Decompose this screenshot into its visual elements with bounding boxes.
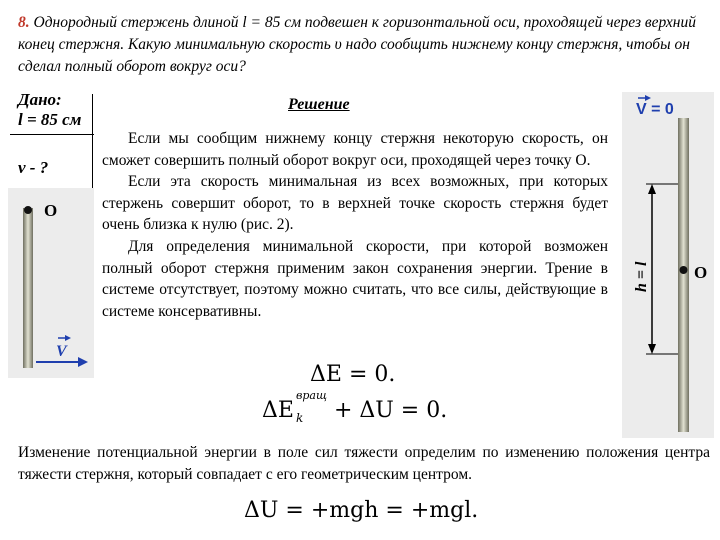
given-value: l = 85 см <box>18 110 82 129</box>
given-find: v - ? <box>18 158 49 177</box>
solution-paragraph: Если мы сообщим нижнему концу стержня некоторую скорость, он сможет совершить полный оборот вокруг оси, проходящей через точку О. <box>102 130 608 169</box>
solution-paragraph: Для определения минимальной скорости, при которой возможен полный оборот стержня применим закон сохранения энергии. Трение в системе отсутствует, поэтому можно считать, что все силы, действующие в системе консервативны. <box>102 237 608 320</box>
formula-potential-change: ΔU = +mgh = +mgl. <box>244 498 479 523</box>
rod <box>678 118 689 432</box>
formula-rhs: + ΔU = 0. <box>333 398 448 423</box>
velocity-label: V <box>56 343 67 360</box>
given-label: Дано: <box>18 90 62 109</box>
formula-kinetic-potential <box>262 389 448 425</box>
formula-energy-conservation: ΔE = 0. <box>310 362 396 387</box>
velocity-zero-label: V = 0 <box>636 101 674 118</box>
solution-paragraph: Если эта скорость минимальная из всех возможных, при которых стержень совершит оборот, то в верхней точке скорость стержня будет очень близка к нулю (рис. 2). <box>102 173 608 234</box>
height-label: h = l <box>633 261 650 292</box>
axis-label: O <box>694 263 708 282</box>
formula-subscript: k <box>295 411 304 425</box>
axis-point <box>680 266 688 274</box>
problem-number: 8. <box>18 14 30 31</box>
problem-statement <box>18 12 710 78</box>
rod <box>23 208 33 368</box>
formula-scripts <box>294 389 334 425</box>
solution-text <box>102 128 608 322</box>
axis-label: O <box>44 201 58 220</box>
problem-text: Однородный стержень длиной l = 85 см подвешен к горизонтальной оси, проходящей через верхний конец стержня. Какую минимальную скорость υ надо сообщить нижнему концу стержня, чтобы он сделал полный оборот вокруг оси? <box>18 14 696 75</box>
bottom-text: Изменение потенциальной энергии в поле сил тяжести определим по изменению положения центра тяжести стержня, который совпадает с его геометрическим центром. <box>18 444 710 483</box>
given-divider <box>10 134 94 135</box>
figure-rod-initial <box>8 188 94 378</box>
solution-title: Решение <box>288 96 350 113</box>
figure-rod-top <box>622 92 714 438</box>
formula-superscript: вращ <box>295 389 327 402</box>
axis-point <box>24 206 32 214</box>
formula-lhs: ΔE <box>262 398 294 423</box>
